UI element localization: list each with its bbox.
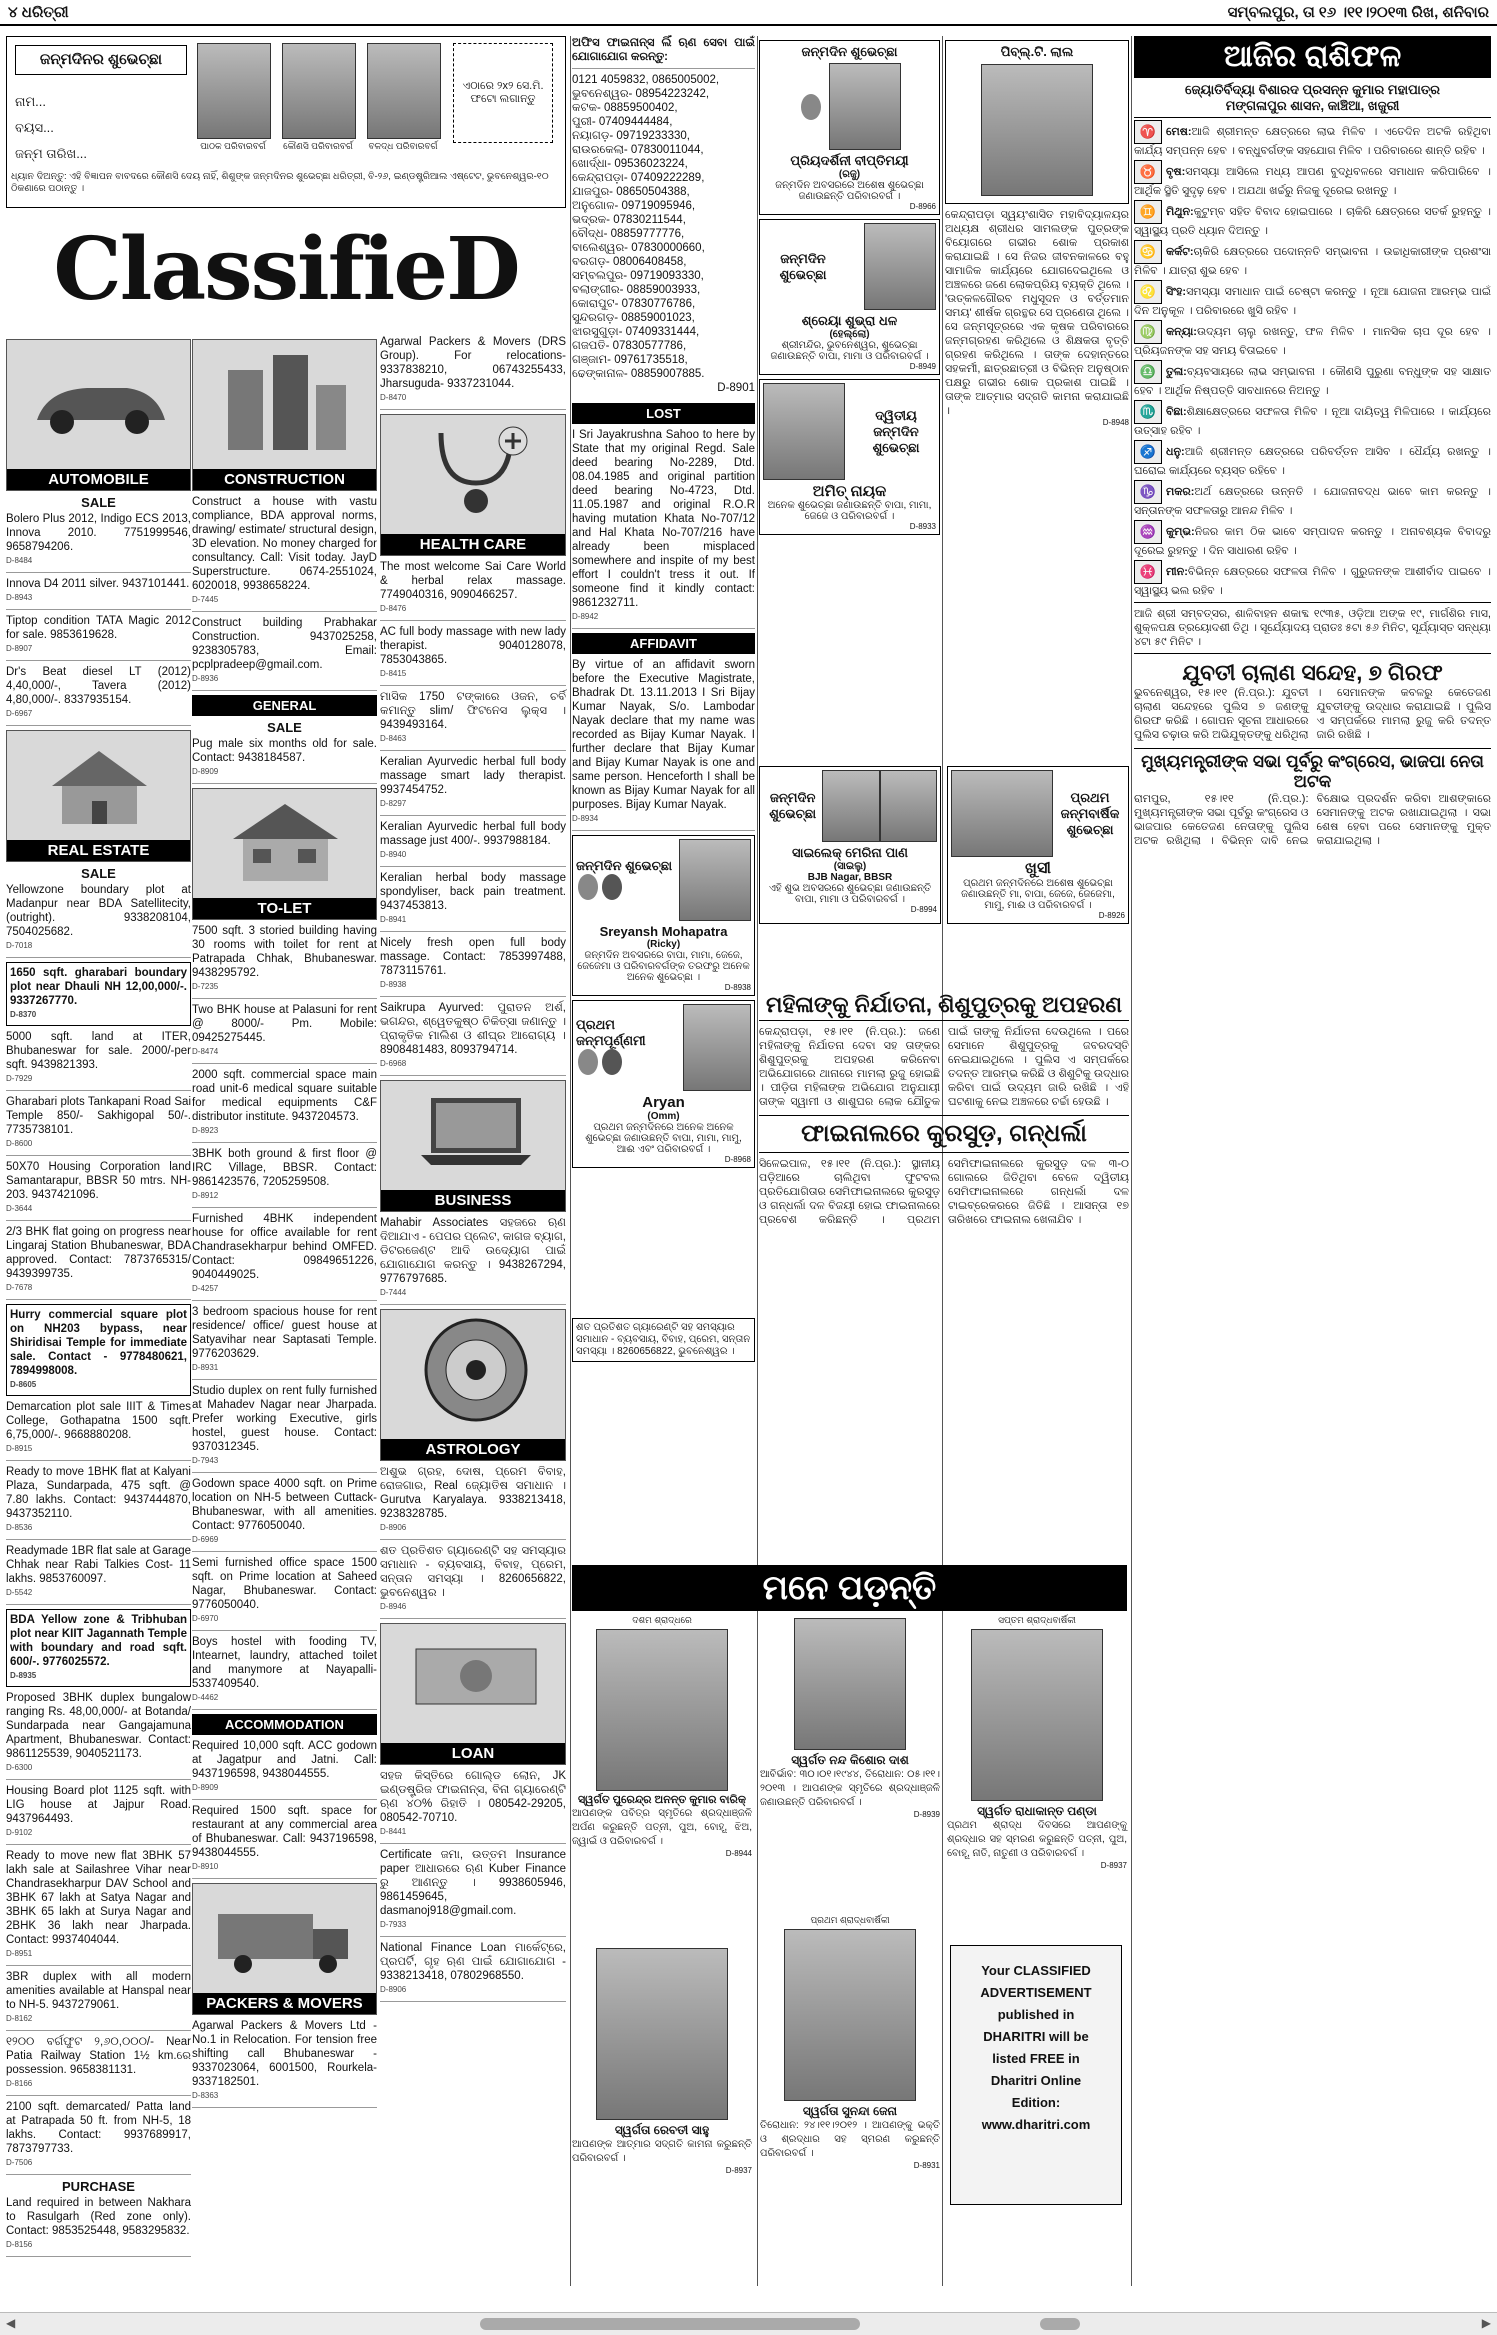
astrology-image	[380, 1309, 566, 1461]
wish-nickname: (Ricky)	[646, 939, 681, 950]
rashi-name: ମେଷ:	[1166, 125, 1192, 138]
health-care-image	[380, 414, 566, 556]
phone-list-item: ନୟାଗଡ଼- 09719233330,	[572, 130, 690, 142]
classified-ad: Proposed 3BHK duplex bungalow ranging Rs. 48,00,000/- at Botanda/ Sundarpada near Gangajamuna Apartment, Bhubaneswar. Contact: 9861125539, 9040521173. D-6300	[6, 1691, 191, 1780]
classified-ad: Innova D4 2011 silver. 9437101441. D-8943	[6, 577, 191, 610]
to-let-image	[192, 788, 377, 920]
classified-ad: 7500 sqft. 3 storied building having 30 rooms with toilet for rent at Patrapada Chhak, Bhubaneswar. 9438295792. D-7235	[192, 924, 377, 999]
classified-ad: 5000 sqft. land at ITER, Bhubaneswar for sale. 2000/-per sqft. 9439821393. D-7929	[6, 1030, 191, 1091]
lost-heading: LOST	[572, 403, 755, 424]
rashi-text: ଅର୍ଥ କ୍ଷେତ୍ରରେ ଉନ୍ନତି । ଯୋଜନାବଦ୍ଧ ଭାବେ କାମ କରନ୍ତୁ । ସନ୍ତାନଙ୍କ ସଫଳତାରୁ ଆନନ୍ଦ ମିଳିବ ।	[1134, 485, 1491, 517]
phone-list-item: ଭୁବନେଶ୍ୱର- 08954223242,	[572, 88, 710, 100]
birthday-wish	[759, 219, 940, 375]
general-heading: GENERAL	[192, 695, 377, 716]
birthday-form-box	[6, 36, 566, 208]
classified-ad: Certificate ଜମା, ଉତ୍ତମ Insurance paper ଆଧାରରେ ଋଣ Kuber Finance ରୁ ଆଣନ୍ତୁ । 9938605946, 9861459645, dasmanoj918@gmail.com. D-7933	[380, 1848, 566, 1937]
rashi-text: ଶିକ୍ଷାକ୍ଷେତ୍ରରେ ସଫଳତା ମିଳିବ । ନୂଆ ଦାୟିତ୍ୱ ମିଳିପାରେ । କାର୍ଯ୍ୟରେ ଉତ୍ସାହ ରହିବ ।	[1134, 405, 1491, 437]
news-headline: ଯୁବତୀ ଚାଲାଣ ସନ୍ଦେହ, ୭ ଗିରଫ	[1182, 660, 1443, 685]
phone-list-item: ସୁନ୍ଦରଗଡ଼- 08859001023,	[572, 312, 695, 324]
classified-ad: Gharabari plots Tankapani Road Sai Temple 850/- Sakhigopal 50/-. 7735738101. D-8600	[6, 1095, 191, 1156]
rashi-name: କୁମ୍ଭ:	[1166, 525, 1195, 538]
birthday-form-note: ଧ୍ୟାନ ଦିଅନ୍ତୁ: ଏହି ବିଜ୍ଞାପନ ବାବଦରେ କୌଣସି ଦେୟ ନାହିଁ, ଶିଶୁଙ୍କ ଜନ୍ମଦିନର ଶୁଭେଚ୍ଛା ଧରିତ୍ରୀ, ବି-୨୬, ଇଣ୍ଡଷ୍ଟ୍ରିଆଲ ଏଷ୍ଟେଟ, ଭୁବନେଶ୍ୱର-୧୦ ଠିକଣାରେ ପଠାନ୍ତୁ ।	[11, 171, 549, 194]
phone-list-item: 0121 4059832, 0865005002,	[572, 74, 720, 86]
astro-promo: ଶତ ପ୍ରତିଶତ ଗ୍ୟାରେଣ୍ଟି ସହ ସମସ୍ୟାର ସମାଧାନ - ବ୍ୟବସାୟ, ବିବାହ, ପ୍ରେମ, ସନ୍ତାନ ସମସ୍ୟା । 8260656822, ଭୁବନେଶ୍ୱର ।	[572, 1318, 755, 1362]
rashi-name: ସିଂହ:	[1166, 285, 1187, 298]
rashi-heading: ଆଜିର ରାଶିଫଳ	[1134, 36, 1491, 78]
zodiac-sign-icon: ♈	[1134, 120, 1162, 144]
memorial-name: ସ୍ୱର୍ଗତ ରାଧାକାନ୍ତ ପଣ୍ଡା	[977, 1804, 1097, 1818]
page-header	[0, 0, 1497, 26]
classified-ad: Keralian herbal body massage spondyliser, back pain treatment. 9437453813. D-8941	[380, 871, 566, 932]
child-photo	[864, 223, 936, 310]
zodiac-sign-icon: ♏	[1134, 400, 1162, 424]
finance-phone-list	[572, 73, 755, 381]
packers-label: PACKERS & MOVERS	[193, 1993, 376, 2014]
memorial-name: ସ୍ୱର୍ଗତ ପୁରେନ୍ଦ୍ର ଅନନ୍ତ କୁମାର ବାରିକ୍	[577, 1794, 747, 1806]
zodiac-wheel-icon	[421, 1315, 531, 1425]
classified-ad: Required 10,000 sqft. ACC godown at Jagatpur and Jatni. Call: 9437196598, 9438044555. D-8909	[192, 1739, 377, 1800]
classified-ad: Mahabir Associates ସହଜରେ ଋଣ ଦିଆଯାଏ - ପେପର ପ୍ଲେଟ, କାଗଜ ବ୍ୟାଗ, ଡିଟରଜେଣ୍ଟ ଆଦି ଉଦ୍ୟୋଗ ପାଇଁ ଯୋଗାଯୋଗ କରନ୍ତୁ । 9438267294, 9776797685. D-7444	[380, 1216, 566, 1305]
form-field-age: ବୟସ...	[15, 120, 54, 135]
phone-list-item: କୋରାପୁଟ- 07830776786,	[572, 298, 696, 310]
rashi-entry	[1134, 480, 1491, 518]
classified-ad: Pug male six months old for sale. Contact: 9438184587. D-8909	[192, 737, 377, 784]
zodiac-sign-icon: ♒	[1134, 520, 1162, 544]
wish-text: ଜନ୍ମଦିନ ଅବସରରେ ଅଶେଷ ଶୁଭେଚ୍ଛା ଜଣାଉଛନ୍ତି ପରିବାରବର୍ଗ ।	[775, 180, 924, 202]
column-3	[380, 335, 566, 2310]
memorial-card: ସପ୍ତମ ଶ୍ରାଦ୍ଧବାର୍ଷିକୀ ସ୍ୱର୍ଗତ ରାଧାକାନ୍ତ ପଣ୍ଡା ପ୍ରଥମ ଶ୍ରାଦ୍ଧ ଦିବସରେ ଆପଣଙ୍କୁ ଶ୍ରଦ୍ଧାର ସହ ସ୍ମରଣ କରୁଛନ୍ତି ପତ୍ନୀ, ପୁଅ, ବୋହୂ, ନାତି, ନାତୁଣୀ ଓ ପରିବାରବର୍ଗ । D-8937	[947, 1615, 1127, 1870]
zodiac-sign-icon: ♌	[1134, 280, 1162, 304]
sale-heading: SALE	[81, 495, 116, 510]
ad-code: D-8994	[910, 905, 937, 914]
classified-ad: Boys hostel with fooding TV, Intearnet, laundry, attached toilet and manymore at Nayapalli-5337409540. D-4462	[192, 1635, 377, 1710]
ad-code: D-8968	[724, 1155, 751, 1164]
classified-ad: 2000 sqft. commercial space main road unit-6 medical square suitable for medical equipments C&F distributor institute. 9437204573. D-8923	[192, 1068, 377, 1143]
memorial-name: ସ୍ୱର୍ଗତା ରେବତୀ ସାହୁ	[614, 2123, 710, 2137]
photo-caption: ପାଠକ ପରିବାରବର୍ଗ	[200, 141, 266, 151]
birthday-wish	[947, 766, 1129, 924]
finance-heading: ଅଫିସ ଫାଇନାନ୍ସ ଲିଁ ଋଣ ସେବା ପାଇଁ ଯୋଗାଯୋଗ କରନ୍ତୁ:	[572, 36, 755, 69]
rashi-name: ବିଛା:	[1166, 405, 1187, 418]
phone-list-item: କେନ୍ଦ୍ରାପଡ଼ା- 07409222289,	[572, 172, 705, 184]
construction-image	[192, 339, 377, 491]
ad-code: D-8938	[724, 983, 751, 992]
balloon-icon	[578, 1049, 598, 1075]
classified-ad: Furnished 4BHK independent house for office available for rent Chandrasekharpur behind OMFED. Contact: 09849651226, 9040449025. D-4257	[192, 1212, 377, 1301]
phone-list-item: ଯାଜପୁର- 08650504388,	[572, 186, 690, 198]
child-photo	[679, 839, 751, 921]
obituary-box	[945, 40, 1129, 204]
news-body: କେନ୍ଦ୍ରାପଡ଼ା, ୧୫।୧୧ (ନି.ପ୍ର.): ଜଣେ ମହିଳାଙ୍କୁ ନିର୍ଯାତନା ଦେବା ସହ ତାଙ୍କର ଶିଶୁପୁତ୍ରକୁ ଅପହରଣ କରିନେବା ଅଭିଯୋଗରେ ଥାନାରେ ମାମଲା ରୁଜୁ ହୋଇଛି । ପୀଡ଼ିତା ମହିଳାଙ୍କ ଅଭିଯୋଗ ଅନୁଯାୟୀ ତାଙ୍କ ସ୍ୱାମୀ ଓ ଶାଶୁଘର ଲୋକ ଯୌତୁକ ପାଇଁ ତାଙ୍କୁ ନିର୍ଯାତନା ଦେଉଥିଲେ । ପରେ ସେମାନେ ଶିଶୁପୁତ୍ରକୁ ଜବରଦସ୍ତି ନେଇଯାଇଥିଲେ । ପୁଲିସ ଏ ସମ୍ପର୍କରେ ତଦନ୍ତ ଆରମ୍ଭ କରିଛି ଓ ଶିଶୁଟିକୁ ଉଦ୍ଧାର କରିବା ପାଇଁ ଉଦ୍ୟମ ଜାରି ରଖିଛି । ଏହି ଘଟଣାକୁ ନେଇ ଅଞ୍ଚଳରେ ଚର୍ଚ୍ଚା ହେଉଛି ।	[759, 1026, 1129, 1108]
ad-code: D-8901	[717, 382, 755, 394]
column-rule	[570, 36, 571, 2286]
zodiac-sign-icon: ♊	[1134, 200, 1162, 224]
rashi-entry	[1134, 520, 1491, 558]
zodiac-sign-icon: ♋	[1134, 240, 1162, 264]
column-2	[192, 335, 377, 2310]
birthday-form-title: ଜନ୍ମଦିନର ଶୁଭେଚ୍ଛା	[15, 45, 187, 75]
news-headline: ମହିଳାଙ୍କୁ ନିର୍ଯାତନା, ଶିଶୁପୁତ୍ରକୁ ଅପହରଣ	[759, 990, 1129, 1021]
wish-heading: ଦ୍ୱିତୀୟ ଜନ୍ମଦିନ ଶୁଭେଚ୍ଛା	[872, 407, 920, 455]
wish-heading: ଜନ୍ମଦିନ ଶୁଭେଚ୍ଛା	[576, 857, 673, 873]
rashi-text: କୁଟୁମ୍ବ ସହିତ ବିବାଦ ହୋଇପାରେ । ଚାକିରି କ୍ଷେତ୍ରରେ ସତର୍କ ରୁହନ୍ତୁ । ସ୍ୱାସ୍ଥ୍ୟ ପ୍ରତି ଧ୍ୟାନ ଦିଅନ୍ତୁ ।	[1134, 205, 1491, 237]
panjika: ଆଜି ଶ୍ରୀ ସମ୍ବତ୍ସର, ଶାଳିବାହନ ଶକାବ୍ଦ ୧୯୩୫, ଓଡ଼ିଆ ଅଙ୍କ ୧୯, ମାର୍ଗଶିର ମାସ, ଶୁକ୍ଳପକ୍ଷ ତ୍ରୟୋଦଶୀ ତିଥି । ସୂର୍ଯ୍ୟୋଦୟ ପ୍ରାତଃ ୫ଟା ୫୬ ମିନିଟ, ସୂର୍ଯ୍ୟାସ୍ତ ସନ୍ଧ୍ୟା ୪ଟା ୫୯ ମିନିଟ ।	[1134, 602, 1491, 654]
birthday-wish	[759, 766, 941, 924]
classified-ad: Ready to move 1BHK flat at Kalyani Plaza, Sundarpada, 475 sqft. @ 7.80 lakhs. Contact: 9437444870, 9437352110. D-8536	[6, 1465, 191, 1540]
health-care-label: HEALTH CARE	[381, 534, 565, 555]
business-label: BUSINESS	[381, 1190, 565, 1211]
phone-list-item: ବରଗଡ଼- 08006408458,	[572, 256, 687, 268]
classified-ad: Land required in between Nakhara to Rasulgarh (Red zone only). Contact: 9853525448, 9583295832. D-8156	[6, 2196, 191, 2257]
classified-ad: AC full body massage with new lady therapist. 9040128078, 7853043865. D-8415	[380, 625, 566, 686]
real-estate-ads	[6, 883, 191, 2175]
rashi-entry	[1134, 280, 1491, 318]
child-photo	[367, 43, 441, 139]
news-headline: ମୁଖ୍ୟମନ୍ତ୍ରୀଙ୍କ ସଭା ପୂର୍ବରୁ କଂଗ୍ରେସ, ଭାଜପା ନେତା ଅଟକ	[1134, 748, 1491, 792]
sale-heading: SALE	[267, 720, 302, 735]
classified-ad: 50X70 Housing Corporation land Samantarapur, BBSR 50 mtrs. NH-203. 9437421096. D-3644	[6, 1160, 191, 1221]
child-photo	[951, 770, 1053, 857]
child-photo	[822, 770, 879, 842]
health-ads	[380, 560, 566, 1076]
portrait-photo	[596, 1948, 728, 2120]
wish-nickname: (Omm)	[647, 1111, 680, 1122]
rashi-entry	[1134, 160, 1491, 198]
classified-ad: ଶତ ପ୍ରତିଶତ ଗ୍ୟାରେଣ୍ଟି ସହ ସମସ୍ୟାର ସମାଧାନ - ବ୍ୟବସାୟ, ବିବାହ, ପ୍ରେମ, ସନ୍ତାନ ସମସ୍ୟା । 8260656822, ଭୁବନେଶ୍ୱର । D-8946	[380, 1544, 566, 1619]
dateline: ସମ୍ବଲପୁର, ତା ୧୬ ।୧୧।୨୦୧୩ ରିଖ, ଶନିବାର	[1227, 3, 1489, 21]
birthday-wish	[759, 379, 940, 535]
classified-ad: 1650 sqft. gharabari boundary plot near Dhauli NH 12,00,000/-. 9337267770. D-8370	[6, 962, 191, 1026]
page-number-and-paper: ୪ ଧରିତ୍ରୀ	[8, 3, 69, 21]
column-7	[1134, 36, 1491, 2306]
ad-code: D-8933	[909, 522, 936, 531]
purchase-heading: PURCHASE	[62, 2179, 135, 2194]
rashi-name: ମୀନ:	[1166, 565, 1188, 578]
news-body: ସିଳେଇପାଳ, ୧୫।୧୧ (ନି.ପ୍ର.): ସ୍ଥାନୀୟ ପଡ଼ିଆରେ ଚାଲିଥିବା ଫୁଟବଲ ପ୍ରତିଯୋଗିତାର ସେମିଫାଇନାଲରେ କୁରସୁଡ଼ ଓ ଗନ୍ଧର୍ଲା ଦଳ ବିଜୟୀ ହୋଇ ଫାଇନାଲରେ ପ୍ରବେଶ କରିଛନ୍ତି । ପ୍ରଥମ ସେମିଫାଇନାଲରେ କୁରସୁଡ଼ ଦଳ ୩-୦ ଗୋଲରେ ଜିତିଥିବା ବେଳେ ଦ୍ୱିତୀୟ ସେମିଫାଇନାଲରେ ଗନ୍ଧର୍ଲା ଦଳ ଟାଇବ୍ରେକରରେ ଜିତିଛି । ଆସନ୍ତା ୧୭ ତାରିଖରେ ଫାଇନାଲ ଖେଳାଯିବ ।	[759, 1158, 1129, 1226]
phone-list-item: ବୌଦ୍ଧ- 08859777776,	[572, 228, 685, 240]
stethoscope-icon	[421, 423, 531, 518]
phone-list-item: ଢେଙ୍କାନାଳ- 08859007885.	[572, 368, 705, 380]
zodiac-sign-icon: ♐	[1134, 440, 1162, 464]
news-body: ରାମପୁର, ୧୫।୧୧ (ନି.ପ୍ର.): ମୁଖ୍ୟମନ୍ତ୍ରୀଙ୍କ ସଭା ପୂର୍ବରୁ କଂଗ୍ରେସ ଓ ଭାଜପାର କେତେଜଣ ନେତାଙ୍କୁ ପୁଲିସ ଅଟକ ରଖିଥିଲା । ବିଭିନ୍ନ ଦାବି ନେଇ ବିକ୍ଷୋଭ ପ୍ରଦର୍ଶନ କରିବା ଆଶଙ୍କାରେ ସେମାନଙ୍କୁ ଅଟକ ରଖାଯାଇଥିଲା । ସଭା ଶେଷ ହେବା ପରେ ସେମାନଙ୍କୁ ମୁକ୍ତ କରାଯାଇଥିଲା ।	[1134, 793, 1491, 847]
scrollbar-thumb[interactable]	[1040, 2318, 1080, 2330]
automobile-image	[6, 339, 191, 491]
phone-list-item: ବଲାଙ୍ଗୀର- 08859003933,	[572, 284, 701, 296]
rashi-text: ବିଭିନ୍ନ କ୍ଷେତ୍ରରେ ସଫଳତା ମିଳିବ । ଗୁରୁଜନଙ୍କ ଆଶୀର୍ବାଦ ପାଇବେ । ସ୍ୱାସ୍ଥ୍ୟ ଭଲ ରହିବ ।	[1134, 565, 1491, 597]
astrologer-address: ମଙ୍ଗଳାପୁର ଶାସନ, କାଞ୍ଚିଆ, ଖଜୁରୀ	[1134, 98, 1491, 118]
affidavit-heading: AFFIDAVIT	[572, 633, 755, 654]
wish-name: Aryan	[642, 1094, 685, 1111]
rashi-entry	[1134, 240, 1491, 278]
rashi-text: ଉଦ୍ୟମ ଚାଲୁ ରଖନ୍ତୁ, ଫଳ ମିଳିବ । ମାନସିକ ଚାପ ଦୂର ହେବ । ପ୍ରିୟଜନଙ୍କ ସହ ସମୟ ବିତାଇବେ ।	[1134, 325, 1491, 357]
building-icon	[218, 350, 353, 450]
wish-heading: ଜନ୍ମଦିନ ଶୁଭେଚ୍ଛା	[779, 250, 827, 282]
child-photo	[282, 43, 356, 139]
rashi-name: କନ୍ୟା:	[1166, 325, 1197, 338]
to-let-label: TO-LET	[193, 898, 376, 919]
banknote-icon	[411, 1639, 541, 1714]
zodiac-sign-icon: ♍	[1134, 320, 1162, 344]
scroll-right-arrow-icon[interactable]: ▶	[1481, 2316, 1491, 2330]
classified-ad: Agarwal Packers & Movers Ltd - No.1 in Relocation. For tension free shifting call Bhubaneswar - 9337023064, 6001500, Rourkela-9337182501. D-8363	[192, 2019, 377, 2108]
balloon-icon	[602, 874, 622, 900]
rashi-text: ସମସ୍ୟା ସମାଧାନ ପାଇଁ ଚେଷ୍ଟା କରନ୍ତୁ । ନୂଆ ଯୋଜନା ଆରମ୍ଭ ପାଇଁ ଦିନ ଅନୁକୂଳ । ପରିବାରରେ ଖୁସି ରହିବ ।	[1134, 285, 1491, 317]
rashi-entry	[1134, 360, 1491, 398]
column-4	[572, 36, 755, 1164]
wish-name: ଅମିତ୍ ନାୟକ	[812, 483, 887, 500]
birthday-wish	[572, 835, 755, 996]
classified-ad: ମାସିକ 1750 ଟଙ୍କାରେ ଓଜନ, ଚର୍ବି କମାନ୍ତୁ slim/ ଫିଟନେସ ଲୁକ୍ସ । 9439493164. D-8463	[380, 690, 566, 751]
classified-ad: Ready to move new flat 3BHK 57 lakh sale at Sailashree Vihar near Chandrasekharpur DAV School and 3BHK 67 lakh at Satya Nagar and 3BHK 65 lakh at Surya Nagar and 2BHK 36 lakh near Jharpada. Contact: 9937404044. D-8951	[6, 1849, 191, 1966]
truck-icon	[213, 1904, 358, 1974]
wish-nickname: (ରଜୁ)	[838, 169, 861, 180]
classified-ad: National Finance Loan ମାର୍କେଟ୍ରେ, ପ୍ରପର୍ଟି, ଗୃହ ଋଣ ପାଇଁ ଯୋଗାଯୋଗ - 9338213418, 07802968550. D-8906	[380, 1941, 566, 2002]
wish-text: ଅନେକ ଶୁଭେଚ୍ଛା ଜଣାଉଛନ୍ତି ବାପା, ମାମା, ଜେଜେ ଓ ପରିବାରବର୍ଗ ।	[767, 500, 932, 522]
wish-name: Sreyansh Mohapatra	[599, 924, 728, 939]
wish-heading: ଜନ୍ମଦିନ ଶୁଭେଚ୍ଛା	[801, 44, 898, 59]
rashi-entry	[1134, 120, 1491, 158]
classified-ad: Construct a house with vastu compliance, BDA approval norms, drawing/ estimate/ structural design, 3D elevation. No money charged for consultancy. Call: Visit today. JayD Superstructure. 0674-2551024, 6020018, 9938658224. D-7445	[192, 495, 377, 612]
classified-ad: 3BR duplex with all modern amenities available at Hanspal near to NH-5. 9437279061. D-8162	[6, 1970, 191, 2031]
rashi-list	[1134, 120, 1491, 598]
wish-nickname: (ସାଇଲୁ)	[833, 861, 867, 872]
ad-code: D-8948	[1102, 418, 1129, 427]
wish-place: BJB Nagar, BBSR	[807, 872, 893, 883]
classified-ad: Yellowzone boundary plot at Madanpur near BDA Satellitecity, (outright). 9338208104, 7504025682. D-7018	[6, 883, 191, 958]
wish-name: ସାଇଲେକ୍ ମେରିନା ପାଣ	[792, 845, 908, 860]
rashi-entry	[1134, 200, 1491, 238]
website-link[interactable]: www.dharitri.com	[981, 2117, 1091, 2132]
portrait-photo	[971, 1629, 1103, 1801]
astrologer-name: ଜ୍ୟୋତିର୍ବିଦ୍ୟା ବିଶାରଦ ପ୍ରସନ୍ନ କୁମାର ମହାପାତ୍ର	[1185, 82, 1440, 97]
house-icon	[228, 799, 343, 884]
laptop-icon	[416, 1093, 536, 1173]
rashi-text: ସମସ୍ୟା ଆସିଲେ ମଧ୍ୟ ଆପଣ ବୁଦ୍ଧିବଳରେ ସମାଧାନ କରିପାରିବେ । ଆର୍ଥିକ ସ୍ଥିତି ସୁଦୃଢ଼ ହେବ । ଅଯଥା ଖର୍ଚ୍ଚରୁ ନିଜକୁ ଦୂରେଇ ରଖନ୍ତୁ ।	[1134, 165, 1491, 197]
birthday-form-fields	[15, 89, 185, 167]
to-let-ads	[192, 924, 377, 1710]
balloon-icon	[801, 94, 821, 120]
phone-list-item: ଖୋର୍ଦ୍ଧା- 09536023224,	[572, 158, 688, 170]
rashi-entry	[1134, 400, 1491, 438]
rashi-name: ମିଥୁନ:	[1166, 205, 1194, 218]
classified-ad: Agarwal Packers & Movers (DRS Group). For relocations- 9337838210, 06743255433, Jharsuguda- 9337231044. D-8470	[380, 335, 566, 410]
wish-heading: ଜନ୍ମଦିନ ଶୁଭେଚ୍ଛା	[769, 790, 817, 821]
classified-ad: Two BHK house at Palasuni for rent @ 8000/- Pm. Mobile: 09425275445. D-8474	[192, 1003, 377, 1064]
car-icon	[27, 370, 172, 440]
column-1	[6, 335, 191, 2310]
wish-text: ଜନ୍ମଦିନ ଅବସରରେ ବାପା, ମାମା, ଜେଜେ, ଜେଜେମା ଓ ପରିବାରବର୍ଗଙ୍କ ତରଫରୁ ଅନେକ ଅନେକ ଶୁଭେଚ୍ଛା ।	[577, 950, 750, 983]
column-6	[945, 36, 1129, 756]
affidavit-notice: By virtue of an affidavit sworn before the Executive Magistrate, Bhadrak Dt. 13.11.2013 I Sri Bijay Kumar Nayak, S/o. Lambodar Nayak declare that my name was recorded as Bijay Kumar Nayak. I further declare that Bijay Kumar and Bijay Kumar Nayak is one and same person. Henceforth I shall be known as Bijay Kumar Nayak for all purposes. Bijay Kumar Nayak. D-8934	[572, 658, 755, 831]
photo-placeholder: ଏଠାରେ ୨x୨ ସେ.ମି. ଫଟୋ ଲଗାନ୍ତୁ	[453, 43, 553, 143]
phone-list-item: ରାଉରକେଲା- 07830011044,	[572, 144, 704, 156]
column-rule	[1131, 36, 1132, 2286]
memorial-name: ସ୍ୱର୍ଗତା ସୁନନ୍ଦା ଜେନା	[802, 2104, 898, 2118]
wish-nickname: (ହେଲ୍ଲୋ)	[829, 329, 870, 340]
accommodation-heading: ACCOMMODATION	[192, 1714, 377, 1735]
sale-heading: SALE	[81, 866, 116, 881]
rashi-name: ବୃଷ:	[1166, 165, 1186, 178]
zodiac-sign-icon: ♉	[1134, 160, 1162, 184]
news-body: ଭୁବନେଶ୍ୱର, ୧୫।୧୧ (ନି.ପ୍ର.): ଯୁବତୀ ଚାଲାଣ ସନ୍ଦେହରେ ପୁଲିସ ୭ ଜଣଙ୍କୁ ଗିରଫ କରିଛି । ଗୋପନ ସୂଚନା ଆଧାରରେ ପୁଲିସ ଚଢ଼ାଉ କରି ଅଭିଯୁକ୍ତଙ୍କୁ ଧରିଥିଲା । ସେମାନଙ୍କ କବଳରୁ କେତେଜଣ ଯୁବତୀଙ୍କୁ ଉଦ୍ଧାର କରାଯାଇଛି । ପୁଲିସ ଏ ସମ୍ପର୍କରେ ମାମଲା ରୁଜୁ କରି ତଦନ୍ତ ଜାରି ରଖିଛି ।	[1134, 687, 1491, 741]
wish-text: ପ୍ରଥମ ଜନ୍ମଦିନରେ ଅନେକ ଅନେକ ଶୁଭେଚ୍ଛା ଜଣାଉଛନ୍ତି ବାପା, ମାମା, ମାମୁ, ଆଈ ଏବଂ ପରିବାରବର୍ଗ ।	[585, 1122, 742, 1155]
rashi-entry	[1134, 320, 1491, 358]
wish-heading: ପ୍ରଥମ ଜନ୍ମବାର୍ଷିକ ଶୁଭେଚ୍ଛା	[1060, 789, 1120, 837]
rashi-name: ଧନୁ:	[1166, 445, 1185, 458]
photo-caption: କୌଣସି ପରିବାରବର୍ଗ	[283, 141, 353, 151]
rashi-name: ତୁଳା:	[1166, 365, 1187, 378]
classified-ad: 2100 sqft. demarcated/ Patta land at Patrapada 50 ft. from NH-5, 18 lakhs. Contact: 9937689917, 7873797733. D-7506	[6, 2100, 191, 2175]
wish-name: ପ୍ରିୟଦର୍ଶିନୀ ବୀପ୍ତିମୟୀ	[790, 153, 909, 168]
horizontal-scrollbar[interactable]	[0, 2312, 1497, 2335]
astrology-label: ASTROLOGY	[381, 1439, 565, 1460]
classified-ad: Demarcation plot sale IIIT & Times College, Gothapatna 1500 sqft. 6,75,000/-. 9668880208. D-8915	[6, 1400, 191, 1461]
automobile-label: AUTOMOBILE	[7, 469, 190, 490]
classified-ad: BDA Yellow zone & Tribhuban plot near KIIT Jagannath Temple with boundary and road sqft. 600/-. 9776025572. D-8935	[6, 1609, 191, 1687]
zodiac-sign-icon: ♑	[1134, 480, 1162, 504]
classified-ad: ସହଜ କିସ୍ତିରେ ଗୋଲ୍ଡ ଲୋନ, JK ଇଣ୍ଡଷ୍ଟ୍ରିଜ ଫାଇନାନ୍ସ, ବିନା ଗ୍ୟାରେଣ୍ଟି ଋଣ ୪୦% ରିହାତି । 080542-29205, 080542-70710. D-8441	[380, 1769, 566, 1844]
obituary-header: ପିବ୍ଲ୍.ଟି. ଲାଲ	[1000, 44, 1074, 59]
classified-ad: 3BHK both ground & first floor @ IRC Village, BBSR. Contact: 9861423576, 7205259508. D-8912	[192, 1147, 377, 1208]
portrait-photo	[794, 1618, 906, 1750]
classified-ad: Saikrupa Ayurved: ପୁରାତନ ଅର୍ଶ, ଭଗନ୍ଦର, ଶ୍ୱେତକୁଷ୍ଠ ଚିକିତ୍ସା ଜଣାନ୍ତୁ । ପ୍ରାକୃତିକ ମାଲିଶ ଓ ଶୀଘ୍ର ଆରୋଗ୍ୟ । 8908481483, 8093794714. D-6968	[380, 1001, 566, 1076]
balloon-icon	[602, 1049, 622, 1075]
memorial-section	[572, 1615, 1127, 2305]
classified-ad: The most welcome Sai Care World & herbal relax massage. 7749040316, 9090466257. D-8476	[380, 560, 566, 621]
classified-ad: Housing Board plot 1125 sqft. with LIG house at Jajpur Road. 9437964493. D-9102	[6, 1784, 191, 1845]
rashi-text: ବ୍ୟବସାୟରେ ଲାଭ ସମ୍ଭାବନା । କୌଣସି ପୁରୁଣା ବନ୍ଧୁଙ୍କ ସହ ସାକ୍ଷାତ ହେବ । ଆର୍ଥିକ ନିଷ୍ପତ୍ତି ସାବଧାନରେ ନିଅନ୍ତୁ ।	[1134, 365, 1491, 397]
rashi-name: କର୍କଟ:	[1166, 245, 1194, 258]
zodiac-sign-icon: ♎	[1134, 360, 1162, 384]
phone-list-item: ଗଞ୍ଜାମ- 09761735518,	[572, 354, 688, 366]
memorial-banner: ମନେ ପଡ଼ନ୍ତି	[572, 1565, 1127, 1611]
child-photo	[197, 43, 271, 139]
phone-list-item: କଟକ- 08859500402,	[572, 102, 678, 114]
classified-masthead: ClassifieD	[53, 219, 519, 320]
wish-name: ଶ୍ରେୟା ଶୁଭ୍ରା ଧଳ	[801, 313, 898, 328]
classified-ad: Nicely fresh open full body massage. Contact: 7853997488, 7873115761. D-8938	[380, 936, 566, 997]
classified-ad: Godown space 4000 sqft. on Prime location on NH-5 between Cuttack-Bhubaneswar, with all amenities. Contact: 9776050040. D-6969	[192, 1477, 377, 1552]
online-edition-promo: Your CLASSIFIED ADVERTISEMENT published in DHARITRI will be listed FREE in Dharitri Online Edition: www.dharitri.com	[950, 1945, 1122, 2205]
phone-list-item: ପୁରୀ- 07409444484,	[572, 116, 673, 128]
zodiac-sign-icon: ♓	[1134, 560, 1162, 584]
photo-caption: ବଳଦ୍ଧ ପରିବାରବର୍ଗ	[368, 141, 438, 151]
memorial-card: ଦଶମ ଶ୍ରାଦ୍ଧରେ ସ୍ୱର୍ଗତ ପୁରେନ୍ଦ୍ର ଅନନ୍ତ କୁମାର ବାରିକ୍ ଆପଣଙ୍କ ପବିତ୍ର ସ୍ମୃତିରେ ଶ୍ରଦ୍ଧାଞ୍ଜଳି ଅର୍ପଣ କରୁଛନ୍ତି ପତ୍ନୀ, ପୁଅ, ବୋହୂ, ଝିଅ, ଜ୍ୱାଇଁ ଓ ପରିବାରବର୍ଗ । D-8944	[572, 1615, 752, 1858]
phone-list-item: ସମ୍ବଲପୁର- 09719093330,	[572, 270, 704, 282]
classified-ad: Readymade 1BR flat sale at Garage Chhak near Rabi Talkies Cost- 11 lakhs. 9853760097. D-5542	[6, 1544, 191, 1605]
rashi-name: ମକର:	[1166, 485, 1195, 498]
classified-ad: Bolero Plus 2012, Indigo ECS 2013, Innova 2010. 7751999546, 9658794206. D-8484	[6, 512, 191, 573]
loan-label: LOAN	[381, 1743, 565, 1764]
portrait-photo	[596, 1629, 728, 1791]
real-estate-image	[6, 730, 191, 862]
memorial-name: ସ୍ୱର୍ଗତ ନନ୍ଦ କିଶୋର ଦାଶ	[791, 1753, 909, 1767]
child-photo	[763, 383, 845, 480]
loan-image	[380, 1623, 566, 1765]
ad-code: D-8926	[1098, 911, 1125, 920]
classified-ad: 3 bedroom spacious house for rent residence/ office/ guest house at Satyavihar near Saptasati Temple. 9776203629. D-8931	[192, 1305, 377, 1380]
rashi-entry	[1134, 440, 1491, 478]
phone-list-item: ଅନୁଗୋଳ- 09719095946,	[572, 200, 696, 212]
child-photo	[829, 63, 901, 150]
real-estate-label: REAL ESTATE	[7, 840, 190, 861]
news-block	[759, 990, 1129, 1227]
scroll-left-arrow-icon[interactable]: ◀	[6, 2316, 16, 2330]
rashi-text: ନିଜର କାମ ଠିକ ଭାବେ ସମ୍ପାଦନ କରନ୍ତୁ । ଅନାବଶ୍ୟକ ବିବାଦରୁ ଦୂରେଇ ରୁହନ୍ତୁ । ଦିନ ସାଧାରଣ ରହିବ ।	[1134, 525, 1491, 557]
form-field-dob: ଜନ୍ମ ତାରିଖ...	[15, 146, 88, 161]
memorial-card: ସ୍ୱର୍ଗତ ନନ୍ଦ କିଶୋର ଦାଶ ଆବିର୍ଭାବ: ୩୦।୦୧।୧୯୪୪, ତିରୋଧାନ: ୦୫।୧୧।୨୦୧୩ । ଆପଣଙ୍କ ସ୍ମୃତିରେ ଶ୍ରଦ୍ଧାଞ୍ଜଳି ଜଣାଉଛନ୍ତି ପରିବାରବର୍ଗ । D-8939	[760, 1615, 940, 1819]
classified-ad: Dr's Beat diesel LT (2012) 4,40,000/-, Tavera (2012) 4,80,000/-. 8337935154. D-6967	[6, 665, 191, 726]
packers-image	[192, 1883, 377, 2015]
rashi-entry	[1134, 560, 1491, 598]
phone-list-item: ବାଲେଶ୍ୱର- 07830000660,	[572, 242, 705, 254]
wish-row	[759, 766, 1129, 924]
wish-text: ଏହି ଶୁଭ ଅବସରରେ ଶୁଭେଚ୍ଛା ଜଣାଉଛନ୍ତି ବାପା, ମାମା ଓ ପରିବାରବର୍ଗ ।	[768, 883, 932, 905]
memorial-card: ସ୍ୱର୍ଗତା ରେବତୀ ସାହୁ ଆପଣଙ୍କ ଆତ୍ମାର ସଦ୍ଗତି କାମନା କରୁଛନ୍ତି ପରିବାରବର୍ଗ । D-8937	[572, 1945, 752, 2175]
classified-ad: Required 1500 sqft. space for restaurant at any commercial area of Bhubaneswar. Call: 9437196598, 9438044555. D-8910	[192, 1804, 377, 1879]
portrait-photo	[784, 1929, 916, 2101]
classified-ad: ଅଶୁଭ ଗ୍ରହ, ଦୋଷ, ପ୍ରେମ ବିବାହ, ରୋଜଗାର, Real ଜ୍ୟୋତିଷ ସମାଧାନ । Gurutva Karyalaya. 9338213418, 9238328785. D-8906	[380, 1465, 566, 1540]
memorial-card: ପ୍ରଥମ ଶ୍ରାଦ୍ଧବାର୍ଷିକୀ ସ୍ୱର୍ଗତା ସୁନନ୍ଦା ଜେନା ତିରୋଧାନ: ୨୪।୧୧।୨୦୧୨ । ଆପଣଙ୍କୁ ଭକ୍ତି ଓ ଶ୍ରଦ୍ଧାର ସହ ସ୍ମରଣ କରୁଛନ୍ତି ପରିବାରବର୍ଗ । D-8931	[760, 1915, 940, 2170]
classified-ad: Keralian Ayurvedic herbal full body massage smart lady therapist. 9937454752. D-8297	[380, 755, 566, 816]
wish-text: ଶ୍ରୀମନ୍ଦିର, ଭୁବନେଶ୍ୱର, ଶୁଭେଚ୍ଛା ଜଣାଉଛନ୍ତି ବାପା, ମାମା ଓ ପରିବାରବର୍ଗ ।	[770, 340, 929, 362]
classified-ad: Hurry commercial square plot on NH203 bypass, near Shiridisai Temple for immediate sale. Contact - 9778480621, 7894998008. D-8605	[6, 1304, 191, 1396]
news-headline: ଫାଇନାଲରେ କୁରସୁଡ଼, ଗନ୍ଧର୍ଲା	[759, 1115, 1129, 1153]
rashi-text: ଚାକିରି କ୍ଷେତ୍ରରେ ପଦୋନ୍ନତି ସମ୍ଭାବନା । ଉଚ୍ଚାଧିକାରୀଙ୍କ ପ୍ରଶଂସା ମିଳିବ । ଯାତ୍ରା ଶୁଭ ହେବ ।	[1134, 245, 1491, 277]
phone-list-item: ଝାରସୁଗୁଡ଼ା- 07409331444,	[572, 326, 700, 338]
wish-name: ଖୁସୀ	[1025, 860, 1051, 877]
ad-code: D-8949	[909, 362, 936, 371]
business-image	[380, 1080, 566, 1212]
classified-ad: Keralian Ayurvedic herbal full body massage just 400/-. 9937988184. D-8940	[380, 820, 566, 867]
wish-heading: ପ୍ରଥମ ଜନ୍ମପୂର୍ଣ୍ଣମୀ	[576, 1017, 646, 1048]
classified-ad: Semi furnished office space 1500 sqft. on Prime location at Saheed Nagar, Bhubaneswar. Contact: 9776050040. D-6970	[192, 1556, 377, 1631]
child-photo	[880, 770, 937, 842]
scrollbar-thumb[interactable]	[480, 2318, 860, 2330]
rashi-text: ଆଜି ଶ୍ରୀମନ୍ତ କ୍ଷେତ୍ରରେ ପରିବର୍ତ୍ତନ ଆସିବ । ଧୈର୍ଯ୍ୟ ରଖନ୍ତୁ । ଘରୋଇ କାର୍ଯ୍ୟରେ ବ୍ୟସ୍ତ ରହିବେ ।	[1134, 445, 1491, 477]
classified-ad: Tiptop condition TATA Magic 2012 for sale. 9853619628. D-8907	[6, 614, 191, 661]
classified-ad: Construct building Prabhakar Construction. 9437025258, 9238305783, Email: pcplpradeep@gmail.com. D-8936	[192, 616, 377, 691]
ad-code: D-8966	[909, 202, 936, 211]
birthday-wish	[572, 1000, 755, 1168]
child-photo	[683, 1004, 751, 1091]
wish-text: ପ୍ରଥମ ଜନ୍ମଦିନରେ ଅଶେଷ ଶୁଭେଚ୍ଛା ଜଣାଉଛନ୍ତି ମା, ବାପା, ଜେଜେ, ଜେଜେମା, ମାମୁ, ମାଈ ଓ ପରିବାରବର୍ଗ ।	[961, 878, 1115, 911]
classified-ad: ୧୨୦୦ ବର୍ଗଫୁଟ ୨,୬୦,୦୦୦/- Near Patia Railway Station 1½ km.ରେ possession. 9658381131. D-8166	[6, 2035, 191, 2096]
house-icon	[42, 746, 157, 826]
balloon-icon	[578, 874, 598, 900]
birthday-wish	[759, 40, 940, 215]
form-field-name: ନାମ...	[15, 94, 47, 109]
lost-notice: I Sri Jayakrushna Sahoo to here by State that my original Regd. Sale deed bearing No-2289, Dtd. 08.04.1985 and original partition deed bearing No-4723, Dtd. 11.05.1987 and original R.O.R having mutation Khata No-707/12 and Hal Khata No-707/216 have already been misplaced somewhere and inspite of my best effort I couldn't tress it out. If someone find it kindly contact: 9861232711. D-8942	[572, 428, 755, 629]
classified-ad: 2/3 BHK flat going on progress near Lingaraj Station Bhubaneswar, BDA approved. Contact: 7873765315/ 9439399735. D-7678	[6, 1225, 191, 1300]
classified-ad: Studio duplex on rent fully furnished at Mahadev Nagar near Jharpada. Prefer working Executive, girls hostel, guest house. Contact: 9370312345. D-7943	[192, 1384, 377, 1473]
phone-list-item: ଭଦ୍ରକ- 07830211544,	[572, 214, 686, 226]
portrait-photo	[981, 64, 1093, 196]
rashi-text: ଆଜି ଶ୍ରୀମନ୍ତ କ୍ଷେତ୍ରରେ ଲାଭ ମିଳିବ । ଏତେଦିନ ଅଟକି ରହିଥିବା କାର୍ଯ୍ୟ ସମ୍ପନ୍ନ ହେବ । ବନ୍ଧୁବର୍ଗଙ୍କ ସହଯୋଗ ମିଳିବ । ପରିବାରରେ ଶାନ୍ତି ରହିବ ।	[1134, 125, 1491, 157]
obituary-text: କେନ୍ଦ୍ରାପଡ଼ା ସ୍ୱୟଂଶାସିତ ମହାବିଦ୍ୟାଳୟର ଅଧ୍ୟକ୍ଷ ଶ୍ରୀଧର ସାମଲଙ୍କ ପୁତ୍ରଙ୍କ ବିୟୋଗରେ ଗଭୀର ଶୋକ ପ୍ରକାଶ କରାଯାଇଛି । ସେ ନିଜର ଜୀବନକାଳରେ ବହୁ ସାମାଜିକ କାର୍ଯ୍ୟରେ ଯୋଗଦେଇଥିଲେ ଓ ଅଞ୍ଚଳରେ ଜଣେ ଲୋକପ୍ରିୟ ବ୍ୟକ୍ତି ଥିଲେ । 'ଉତ୍କଳଗୌରବ ମଧୁସୂଦନ ଓ ବର୍ତ୍ତମାନ ସମୟ' ଶୀର୍ଷକ ଗ୍ରନ୍ଥର ସେ ପ୍ରଣେତା ଥିଲେ । ସେ ଜନ୍ମସୂତ୍ରରେ ଏକ କୃଷକ ପରିବାରରେ ଜନ୍ମଗ୍ରହଣ କରିଥିଲେ ଓ ଶିକ୍ଷକତା ବୃତ୍ତି ଗ୍ରହଣ କରିଥିଲେ । ତାଙ୍କ ଦେହାନ୍ତରେ ସହକର୍ମୀ, ଛାତ୍ରଛାତ୍ରୀ ଓ ବିଭିନ୍ନ ଅନୁଷ୍ଠାନ ପକ୍ଷରୁ ଗଭୀର ଶୋକ ପ୍ରକାଶ ପାଇଛି । ତାଙ୍କ ଆତ୍ମାର ସଦ୍ଗତି କାମନା କରାଯାଇଛି ।	[945, 209, 1129, 417]
construction-label: CONSTRUCTION	[193, 469, 376, 490]
phone-list-item: ଗଜପତି- 07830577786,	[572, 340, 687, 352]
